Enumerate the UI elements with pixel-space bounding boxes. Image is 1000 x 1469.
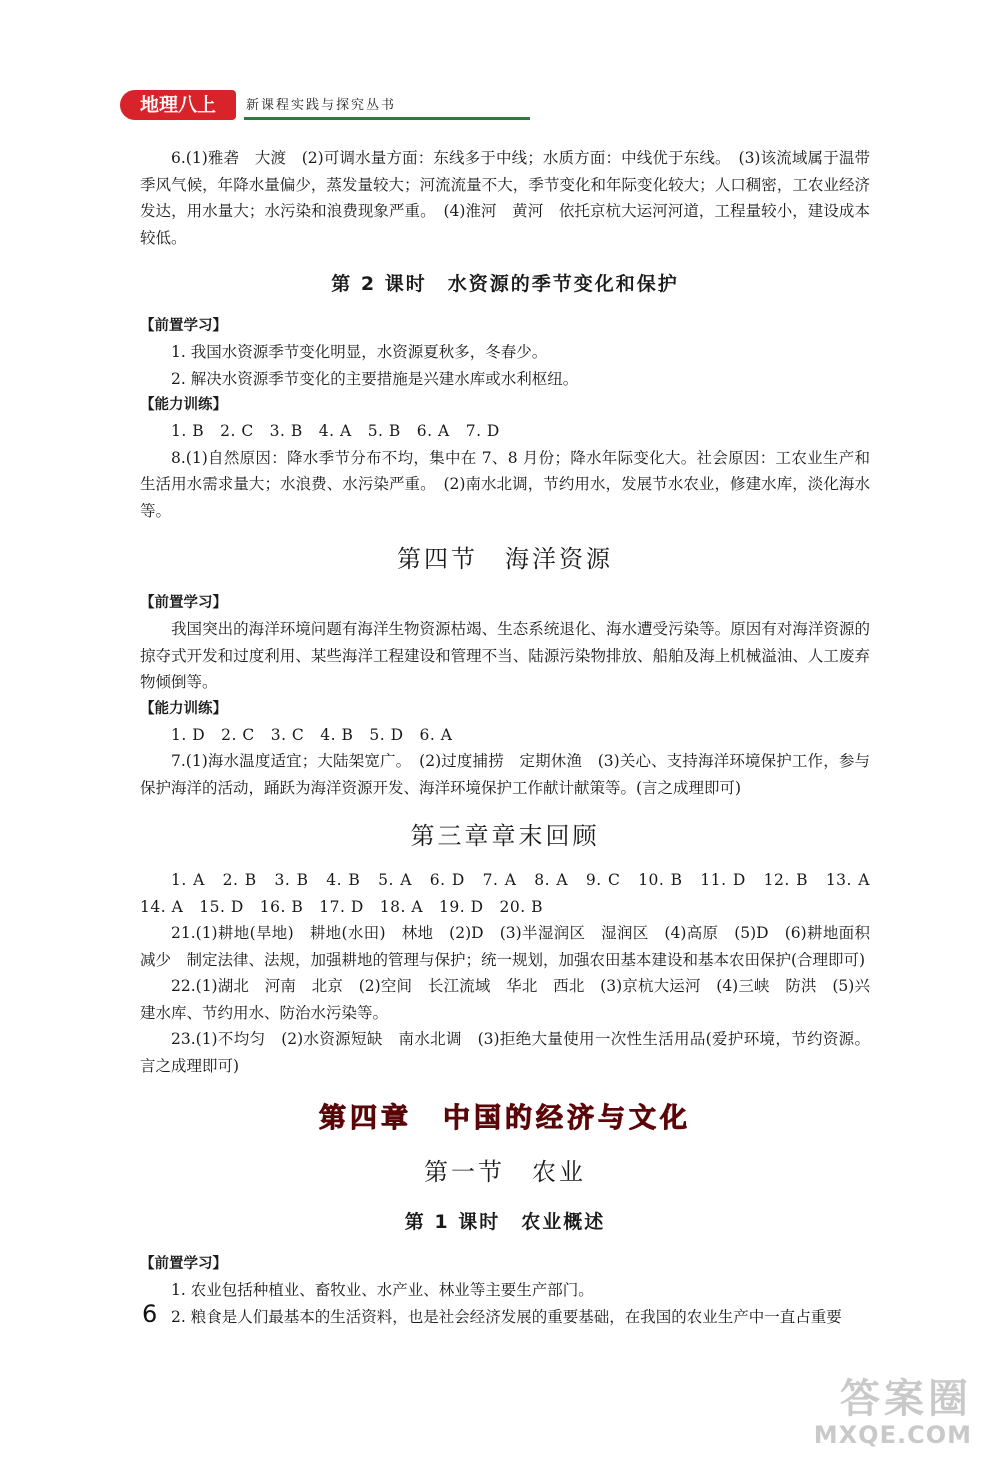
watermark-url: MXQE.COM bbox=[813, 1421, 972, 1449]
answer-paragraph: 1. 我国水资源季节变化明显，水资源夏秋多，冬春少。 bbox=[171, 343, 548, 361]
page-content bbox=[140, 145, 887, 1330]
watermark-text: 答案圈 bbox=[840, 1376, 972, 1422]
answer-line: 1. B 2. C 3. B 4. A 5. B 6. A 7. D bbox=[171, 422, 500, 440]
answer-paragraph: 22.(1)湖北 河南 北京 (2)空间 长江流域 华北 西北 (3)京杭大运河 (4)三峡 防洪 (5)兴建水库、节约用水、防治水污染等。 bbox=[140, 977, 870, 1022]
answer-line: 1. D 2. C 3. C 4. B 5. D 6. A bbox=[171, 725, 453, 744]
page-number: 6 bbox=[142, 1300, 158, 1328]
section-tag: 【前置学习】 bbox=[140, 318, 227, 334]
answer-paragraph: 1. 农业包括种植业、畜牧业、水产业、林业等主要生产部门。 bbox=[171, 1281, 594, 1299]
answer-paragraph: 21.(1)耕地(旱地) 耕地(水田) 林地 (2)D (3)半湿润区 湿润区 (4)高原 (5)D (6)耕地面积减少 制定法律、法规，加强耕地的管理与保护；统一规划，加强农田基本建设和基本农田保护(合理即可) bbox=[140, 924, 870, 969]
answer-paragraph: 23.(1)不均匀 (2)水资源短缺 南水北调 (3)拒绝大量使用一次性生活用品(爱护环境，节约资源。言之成理即可) bbox=[140, 1030, 870, 1075]
answer-line: 1. A 2. B 3. B 4. B 5. A 6. D 7. A 8. A 9. C 10. B 11. D 12. B 13. A 14. A 15. D 16. B 17. D 18. A 19. D 20. B bbox=[140, 871, 887, 916]
answer-paragraph: 8.(1)自然原因：降水季节分布不均，集中在 7、8 月份；降水年际变化大。社会原因：工农业生产和生活用水需求量大；水浪费、水污染严重。 (2)南水北调，节约用水，发展节水农业，修建水库，淡化海水等。 bbox=[140, 448, 870, 520]
series-title: 新课程实践与探究丛书 bbox=[246, 98, 397, 113]
lesson-heading: 第 2 课时 水资源的季节变化和保护 bbox=[331, 273, 679, 295]
section-heading: 第四节 海洋资源 bbox=[397, 545, 613, 573]
section-heading: 第一节 农业 bbox=[424, 1158, 586, 1186]
lesson-heading: 第 1 课时 农业概述 bbox=[404, 1211, 606, 1233]
answer-paragraph: 6.(1)雅砻 大渡 (2)可调水量方面：东线多于中线；水质方面：中线优于东线。 (3)该流域属于温带季风气候，年降水量偏少，蒸发量较大；河流流量不大，季节变化和年际变化较大；人口稠密，工农业经济发达，用水量大；水污染和浪费现象严重。 (4)淮河 黄河 依托京杭大运河河道，工程量较小，建设成本较低。 bbox=[140, 149, 870, 247]
answer-paragraph: 2. 解决水资源季节变化的主要措施是兴建水库或水利枢纽。 bbox=[171, 369, 579, 388]
section-heading: 第三章章末回顾 bbox=[410, 822, 600, 850]
watermark-logo bbox=[814, 1377, 972, 1449]
section-tag: 【前置学习】 bbox=[140, 1256, 227, 1272]
section-tag: 【能力训练】 bbox=[140, 397, 227, 413]
subject-badge: 地理八上 bbox=[120, 90, 236, 120]
header-rule bbox=[244, 117, 530, 120]
answer-paragraph: 2. 粮食是人们最基本的生活资料，也是社会经济发展的重要基础，在我国的农业生产中一直占重要 bbox=[171, 1307, 842, 1326]
section-tag: 【能力训练】 bbox=[140, 700, 227, 717]
chapter-heading: 第四章 中国的经济与文化 bbox=[319, 1103, 691, 1134]
answer-paragraph: 7.(1)海水温度适宜；大陆架宽广。 (2)过度捕捞 定期休渔 (3)关心、支持海洋环境保护工作，参与保护海洋的活动，踊跃为海洋资源开发、海洋环境保护工作献计献策等。(言之成理即可) bbox=[140, 752, 870, 797]
answer-paragraph: 我国突出的海洋环境问题有海洋生物资源枯竭、生态系统退化、海水遭受污染等。原因有对海洋资源的掠夺式开发和过度利用、某些海洋工程建设和管理不当、陆源污染物排放、船舶及海上机械溢油、人工废弃物倾倒等。 bbox=[140, 620, 870, 691]
section-tag: 【前置学习】 bbox=[140, 595, 227, 611]
running-header bbox=[120, 88, 410, 122]
